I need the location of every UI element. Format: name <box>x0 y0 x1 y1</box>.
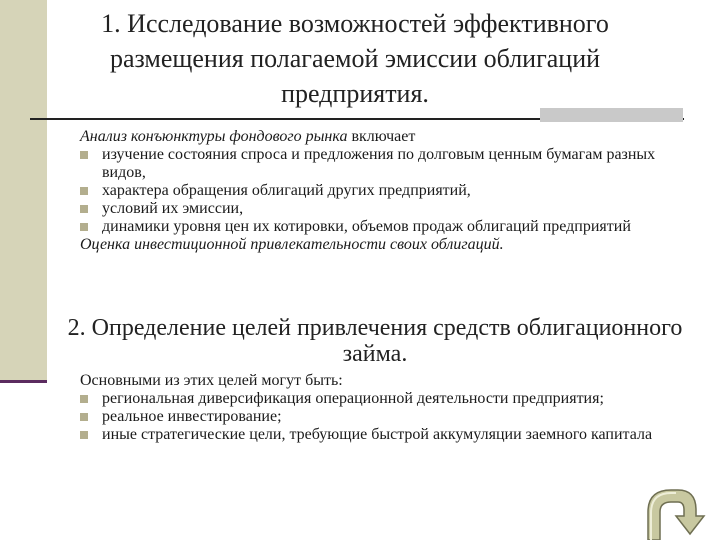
section1-intro <box>80 128 690 146</box>
list-item <box>80 408 690 426</box>
list-item <box>80 390 690 408</box>
u-turn-arrow-icon <box>638 482 710 540</box>
square-bullet-icon <box>80 205 88 213</box>
left-decorative-bar <box>0 0 47 382</box>
intro-italic: Анализ конъюнктуры фондового рынка <box>80 128 348 145</box>
slide-title: 1. Исследование возможностей эффективного размещения полагаемой эмиссии облигаций предприятия. <box>101 9 609 108</box>
list-item <box>80 218 690 236</box>
left-accent-line <box>0 380 47 383</box>
list-item-text: реальное инвестирование; <box>102 408 282 425</box>
square-bullet-icon <box>80 223 88 231</box>
list-item-text: региональная диверсификация операционной деятельности предприятия; <box>102 390 604 407</box>
section1-body <box>80 128 690 254</box>
title-divider-block <box>540 108 683 122</box>
square-bullet-icon <box>80 431 88 439</box>
square-bullet-icon <box>80 413 88 421</box>
list-item-text: иные стратегические цели, требующие быстрой аккумуляции заемного капитала <box>102 426 653 443</box>
list-item-text: изучение состояния спроса и предложения по долговым ценным бумагам разных видов, <box>102 146 656 181</box>
section2-body <box>80 372 690 444</box>
square-bullet-icon <box>80 151 88 159</box>
list-item-text: условий их эмиссии, <box>102 200 244 217</box>
intro-rest: включает <box>347 128 416 145</box>
list-item-text: характера обращения облигаций других предприятий, <box>102 182 471 199</box>
list-item <box>80 182 690 200</box>
section2-title: 2. Определение целей привлечения средств облигационного займа. <box>67 315 683 367</box>
list-item <box>80 426 690 444</box>
list-item <box>80 146 690 182</box>
list-item <box>80 200 690 218</box>
section1-closing: Оценка инвестиционной привлекательности своих облигаций. <box>80 236 504 253</box>
list-item-text: динамики уровня цен их котировки, объемов продаж облигаций предприятий <box>102 218 631 235</box>
return-navigation-button[interactable] <box>638 482 710 540</box>
square-bullet-icon <box>80 395 88 403</box>
square-bullet-icon <box>80 187 88 195</box>
section2-intro: Основными из этих целей могут быть: <box>80 372 343 389</box>
